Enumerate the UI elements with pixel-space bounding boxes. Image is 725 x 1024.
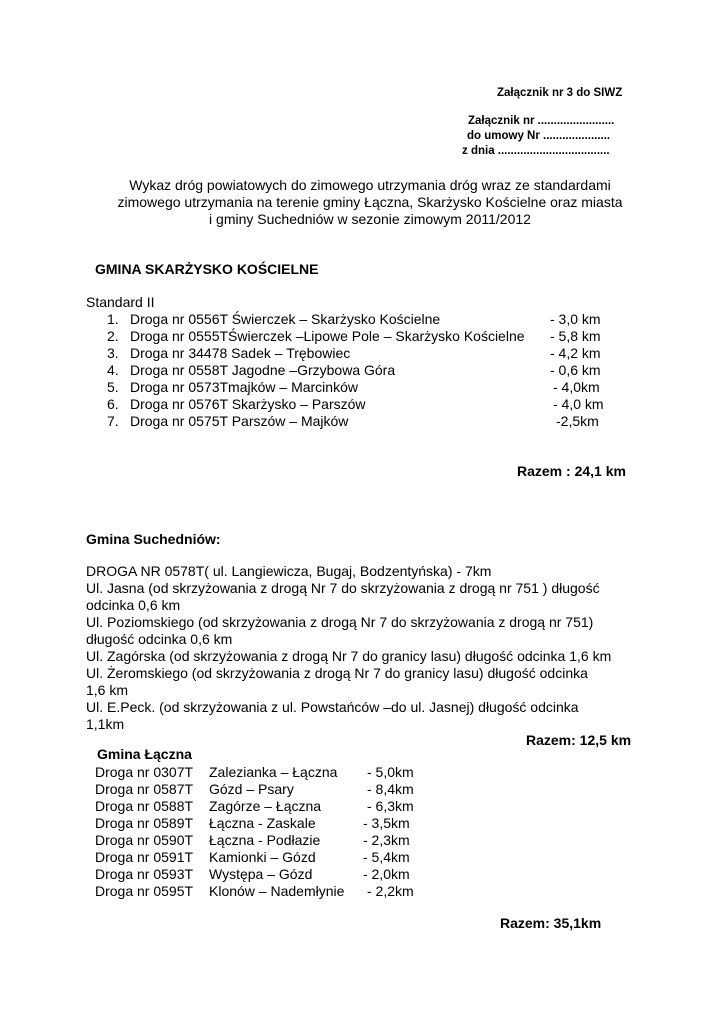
list-item-length: - 2,3km — [363, 832, 410, 848]
document-title-line-3: i gminy Suchedniów w sezonie zimowym 2011/2012 — [209, 211, 531, 227]
laczna-total: Razem: 35,1km — [500, 915, 602, 931]
list-item-number: 3. — [107, 345, 119, 361]
list-item-road-name: Zagórze – Łączna — [209, 798, 322, 814]
list-item-road: Droga nr 0573Tmajków – Marcinków — [130, 379, 358, 395]
suchedniow-total: Razem: 12,5 km — [526, 732, 632, 748]
list-item-length: - 0,6 km — [550, 362, 601, 378]
list-item: odcinka 0,6 km — [86, 597, 181, 613]
list-item-length: - 4,0km — [553, 379, 600, 395]
list-item-road-number: Droga nr 0595T — [95, 883, 194, 899]
laczna-heading: Gmina Łączna — [97, 746, 192, 762]
list-item-length: -2,5km — [556, 413, 599, 429]
list-item-road-name: Występa – Gózd — [209, 866, 313, 882]
list-item-road: Droga nr 0555TŚwierczek –Lipowe Pole – Skarżysko Kościelne — [130, 328, 525, 344]
list-item-road: Droga nr 0575T Parszów – Majków — [130, 413, 349, 429]
list-item-road-name: Łączna - Podłazie — [209, 832, 321, 848]
list-item-number: 5. — [107, 379, 119, 395]
list-item: 1,6 km — [86, 682, 129, 698]
list-item-road: Droga nr 0558T Jagodne –Grzybowa Góra — [130, 362, 396, 378]
list-item-road: Droga nr 0576T Skarżysko – Parszów — [130, 396, 366, 412]
list-item-number: 7. — [107, 413, 119, 429]
list-item-length: - 4,0 km — [553, 396, 604, 412]
list-item-length: - 4,2 km — [550, 345, 601, 361]
list-item: Ul. Jasna (od skrzyżowania z drogą Nr 7 do skrzyżowania z drogą nr 751 ) długość — [86, 580, 600, 596]
skarzysko-heading: GMINA SKARŻYSKO KOŚCIELNE — [95, 261, 319, 277]
list-item: długość odcinka 0,6 km — [86, 631, 233, 647]
standard-label: Standard II — [86, 294, 155, 310]
list-item-road-number: Droga nr 0587T — [95, 781, 194, 797]
skarzysko-total: Razem : 24,1 km — [517, 463, 626, 479]
list-item-road-name: Zalezianka – Łączna — [209, 764, 338, 780]
list-item-road-name: Kamionki – Gózd — [209, 849, 316, 865]
list-item: Ul. Poziomskiego (od skrzyżowania z drogą Nr 7 do skrzyżowania z drogą nr 751) — [86, 614, 594, 630]
list-item-length: - 2,2km — [367, 883, 414, 899]
document-title-line-1: Wykaz dróg powiatowych do zimowego utrzymania dróg wraz ze standardami — [129, 177, 611, 193]
list-item-length: - 5,4km — [363, 849, 410, 865]
list-item-length: - 3,0 km — [550, 311, 601, 327]
list-item-length: - 8,4km — [367, 781, 414, 797]
list-item-length: - 3,5km — [363, 815, 410, 831]
list-item-road-number: Droga nr 0590T — [95, 832, 194, 848]
list-item-road-number: Droga nr 0307T — [95, 764, 194, 780]
list-item-road-number: Droga nr 0593T — [95, 866, 194, 882]
list-item-road: Droga nr 34478 Sadek – Trębowiec — [130, 345, 351, 361]
list-item-road: Droga nr 0556T Świerczek – Skarżysko Kościelne — [130, 311, 441, 327]
list-item: DROGA NR 0578T( ul. Langiewicza, Bugaj, Bodzentyńska) - 7km — [86, 563, 492, 579]
list-item-road-name: Gózd – Psary — [209, 781, 294, 797]
list-item-number: 1. — [107, 311, 119, 327]
suchedniow-heading: Gmina Suchedniów: — [86, 531, 221, 547]
list-item-road-number: Droga nr 0588T — [95, 798, 194, 814]
list-item-length: - 6,3km — [367, 798, 414, 814]
list-item-length: - 2,0km — [363, 866, 410, 882]
attachment-number: Załącznik nr ........................ — [468, 115, 615, 127]
attachment-label: Załącznik nr 3 do SIWZ — [497, 87, 623, 99]
list-item: 1,1km — [86, 716, 125, 732]
list-item: Ul. Żeromskiego (od skrzyżowania z drogą Nr 7 do granicy lasu) długość odcinka — [86, 665, 588, 681]
list-item: Ul. E.Peck. (od skrzyżowania z ul. Powstańców –do ul. Jasnej) długość odcinka — [86, 699, 579, 715]
document-title-line-2: zimowego utrzymania na terenie gminy Łączna, Skarżysko Kościelne oraz miasta — [117, 194, 623, 210]
list-item-road-name: Klonów – Nademłynie — [209, 883, 345, 899]
list-item: Ul. Zagórska (od skrzyżowania z drogą Nr 7 do granicy lasu) długość odcinka 1,6 km — [86, 648, 612, 664]
list-item-number: 2. — [107, 328, 119, 344]
contract-number: do umowy Nr ..................... — [467, 130, 611, 142]
list-item-number: 4. — [107, 362, 119, 378]
list-item-length: - 5,8 km — [550, 328, 601, 344]
list-item-length: - 5,0km — [367, 764, 414, 780]
list-item-number: 6. — [107, 396, 119, 412]
contract-date: z dnia ................................... — [462, 145, 610, 157]
list-item-road-number: Droga nr 0591T — [95, 849, 194, 865]
list-item-road-name: Łączna - Zaskale — [209, 815, 316, 831]
list-item-road-number: Droga nr 0589T — [95, 815, 194, 831]
